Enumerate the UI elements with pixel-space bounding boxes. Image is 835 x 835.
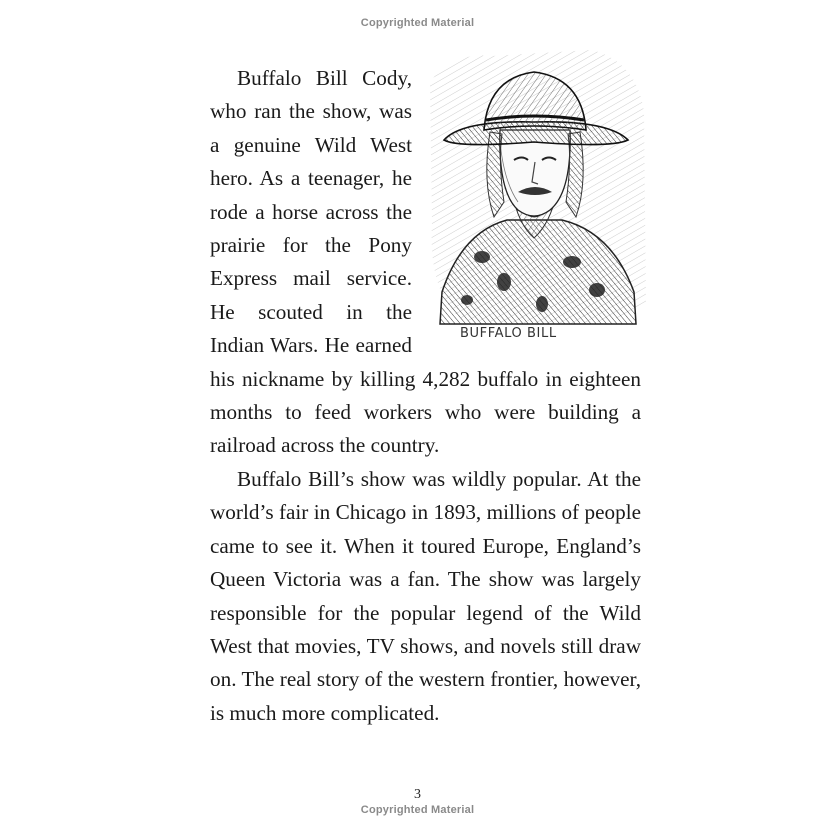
illustration: [422, 62, 650, 362]
paragraph-2: Buffalo Bill’s show was wildly popular. At the world’s fair in Chicago in 1893, millions of people came to see it. When it toured Europe, England’s Queen Victoria was a fan. The show was largely responsible for the popular legend of the Wild West that movies, TV shows, and novels still draw on. The real story of the western frontier, however, is much more complicated.: [210, 466, 641, 725]
watermark-bottom: Copyrighted Material: [360, 804, 475, 816]
buffalo-bill-sketch-icon: [422, 42, 650, 332]
paragraph-1: Buffalo Bill Cody, who ran the show, was a genuine Wild West hero. As a teenager, he rode a horse across the prairie for the Pony Express mail service. He scouted in the Indian Wars. He earned his nickname by killing 4,282 buffalo in eighteen months to feed workers who were building a railroad across the country.: [210, 66, 641, 458]
illustration-caption: BUFFALO BILL: [460, 326, 557, 341]
text-column: [210, 62, 641, 730]
watermark-top: Copyrighted Material: [360, 17, 475, 29]
page-number: 3: [414, 787, 421, 802]
